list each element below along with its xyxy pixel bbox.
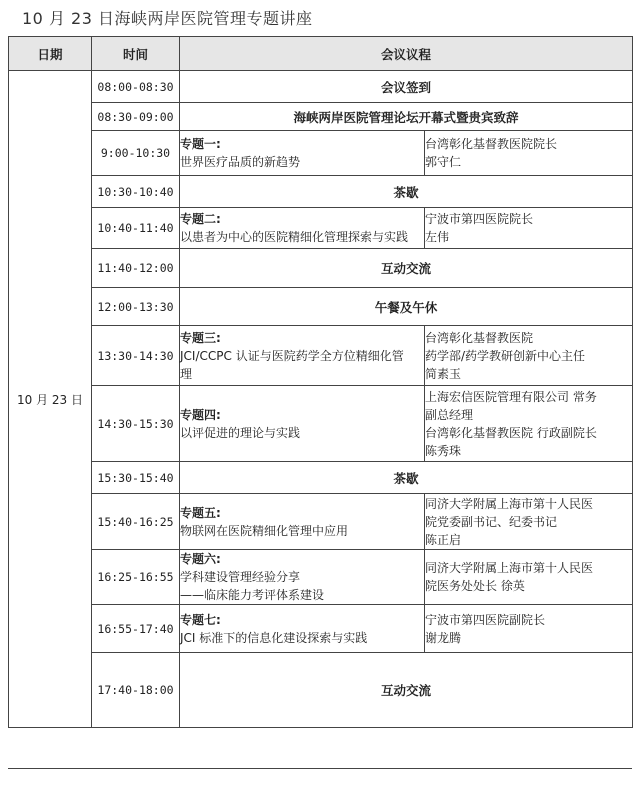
speaker-line: 谢龙腾 xyxy=(425,630,462,645)
speaker-line: 台湾彰化基督教医院院长 xyxy=(425,137,558,151)
speaker-cell xyxy=(425,208,633,249)
topic-title: JCI/CCPC 认证与医院药学全方位精细化管 xyxy=(180,348,404,363)
speaker-line: 郭守仁 xyxy=(425,155,462,169)
topic-title: 物联网在医院精细化管理中应用 xyxy=(180,523,349,538)
speaker-cell xyxy=(425,494,633,550)
time-cell: 16:25-16:55 xyxy=(92,550,180,605)
speaker-line: 左伟 xyxy=(425,230,450,244)
topic-label: 专题六: xyxy=(180,552,221,566)
event-cell: 海峡两岸医院管理论坛开幕式暨贵宾致辞 xyxy=(180,103,633,131)
time-cell: 17:40-18:00 xyxy=(92,653,180,728)
speaker-cell xyxy=(425,131,633,176)
schedule-row xyxy=(9,494,633,550)
date-cell: 10 月 23 日 xyxy=(9,71,92,728)
topic-label: 专题三: xyxy=(180,330,221,345)
time-cell: 15:40-16:25 xyxy=(92,494,180,550)
speaker-cell xyxy=(425,605,633,653)
speaker-cell xyxy=(425,550,633,605)
header-time: 时间 xyxy=(92,37,180,71)
schedule-row xyxy=(9,249,633,288)
topic-label: 专题一: xyxy=(180,137,221,151)
event-cell: 午餐及午休 xyxy=(180,288,633,326)
topic-cell xyxy=(180,550,425,605)
speaker-line: 宁波市第四医院副院长 xyxy=(425,612,546,627)
speaker-line: 宁波市第四医院院长 xyxy=(425,212,534,226)
topic-cell xyxy=(180,494,425,550)
topic-cell xyxy=(180,386,425,462)
time-cell: 10:30-10:40 xyxy=(92,176,180,208)
schedule-table xyxy=(8,36,633,728)
event-cell: 互动交流 xyxy=(180,249,633,288)
time-cell: 16:55-17:40 xyxy=(92,605,180,653)
time-cell: 08:00-08:30 xyxy=(92,71,180,103)
speaker-line: 药学部/药学教研创新中心主任 xyxy=(425,348,586,363)
speaker-cell xyxy=(425,326,633,386)
topic-label: 专题二: xyxy=(180,212,221,226)
schedule-row xyxy=(9,462,633,494)
time-cell: 9:00-10:30 xyxy=(92,131,180,176)
schedule-row xyxy=(9,71,633,103)
speaker-line: 简素玉 xyxy=(425,366,462,381)
topic-cell xyxy=(180,131,425,176)
speaker-line: 同济大学附属上海市第十人民医 xyxy=(425,561,594,575)
speaker-line: 副总经理 xyxy=(425,407,474,422)
topic-cell xyxy=(180,326,425,386)
topic-label: 专题七: xyxy=(180,612,221,627)
header-row xyxy=(9,37,633,71)
schedule-row xyxy=(9,386,633,462)
speaker-line: 上海宏信医院管理有限公司 常务 xyxy=(425,389,597,404)
time-cell: 10:40-11:40 xyxy=(92,208,180,249)
topic-label: 专题四: xyxy=(180,407,221,422)
schedule-row xyxy=(9,288,633,326)
event-cell: 会议签到 xyxy=(180,71,633,103)
topic-title: 世界医疗品质的新趋势 xyxy=(180,155,301,169)
event-cell: 茶歇 xyxy=(180,176,633,208)
speaker-cell xyxy=(425,386,633,462)
time-cell: 11:40-12:00 xyxy=(92,249,180,288)
topic-title: 学科建设管理经验分享 xyxy=(180,570,301,584)
topic-label: 专题五: xyxy=(180,505,221,520)
schedule-row xyxy=(9,103,633,131)
topic-title: 以患者为中心的医院精细化管理探索与实践 xyxy=(180,230,409,244)
speaker-line: 台湾彰化基督教医院 xyxy=(425,330,534,345)
time-cell: 08:30-09:00 xyxy=(92,103,180,131)
speaker-line: 陈秀珠 xyxy=(425,443,462,458)
speaker-line: 同济大学附属上海市第十人民医 xyxy=(425,496,594,511)
speaker-line: 陈正启 xyxy=(425,532,462,547)
time-cell: 14:30-15:30 xyxy=(92,386,180,462)
time-cell: 13:30-14:30 xyxy=(92,326,180,386)
topic-title: ——临床能力考评体系建设 xyxy=(180,588,325,602)
event-cell: 互动交流 xyxy=(180,653,633,728)
bottom-rule xyxy=(8,768,632,769)
schedule-row xyxy=(9,550,633,605)
speaker-line: 院党委副书记、纪委书记 xyxy=(425,514,558,529)
time-cell: 12:00-13:30 xyxy=(92,288,180,326)
schedule-row xyxy=(9,208,633,249)
schedule-row xyxy=(9,605,633,653)
schedule-row xyxy=(9,326,633,386)
topic-cell xyxy=(180,208,425,249)
topic-title: 以评促进的理论与实践 xyxy=(180,425,301,440)
speaker-line: 院医务处处长 徐英 xyxy=(425,579,525,593)
topic-cell xyxy=(180,605,425,653)
schedule-body xyxy=(9,71,633,728)
schedule-row xyxy=(9,176,633,208)
schedule-row xyxy=(9,653,633,728)
header-date: 日期 xyxy=(9,37,92,71)
schedule-row xyxy=(9,131,633,176)
header-agenda: 会议议程 xyxy=(180,37,633,71)
event-cell: 茶歇 xyxy=(180,462,633,494)
time-cell: 15:30-15:40 xyxy=(92,462,180,494)
page-title: 10 月 23 日海峡两岸医院管理专题讲座 xyxy=(22,9,313,28)
topic-title: JCI 标准下的信息化建设探索与实践 xyxy=(180,630,368,645)
topic-title: 理 xyxy=(180,366,193,381)
speaker-line: 台湾彰化基督教医院 行政副院长 xyxy=(425,425,597,440)
